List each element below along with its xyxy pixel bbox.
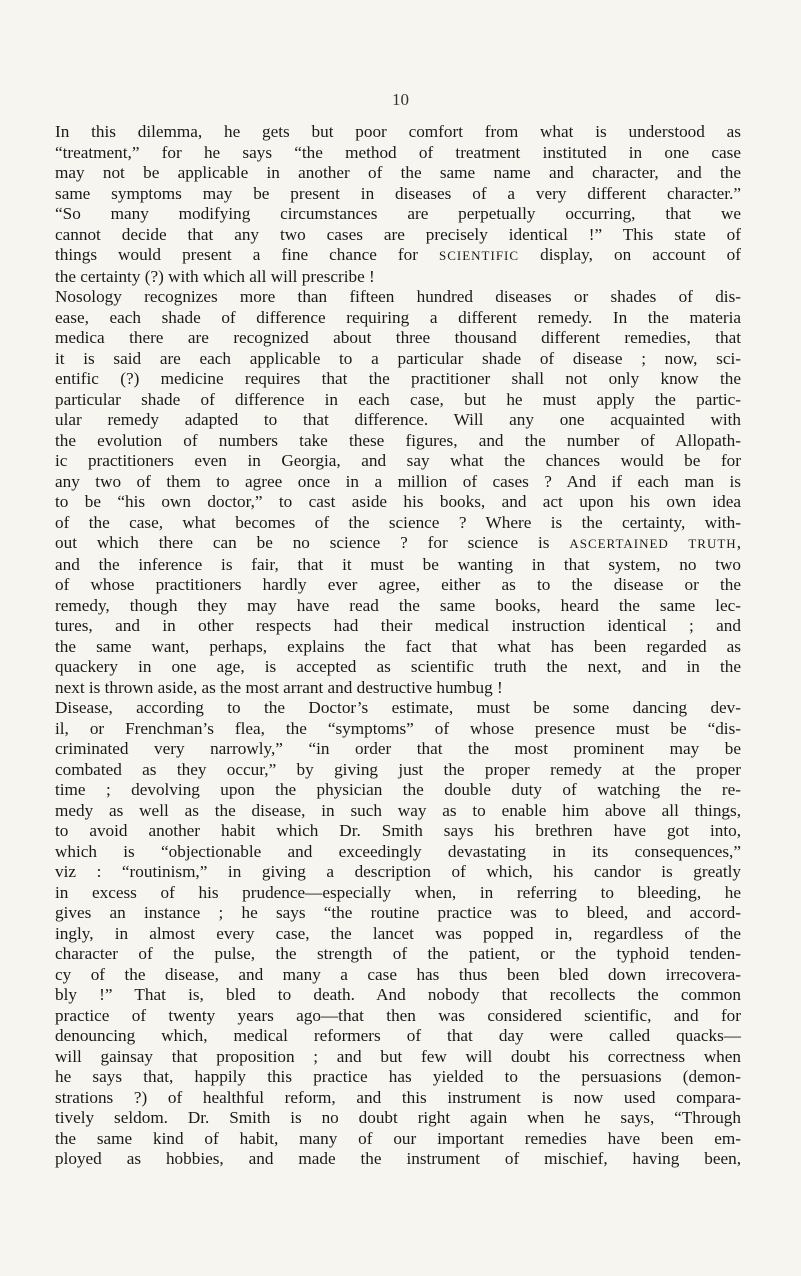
- text-line: medy as well as the disease, in such way as to enable him above all things,: [55, 800, 741, 820]
- text-line: practice of twenty years ago—that then was considered scientific, and for: [55, 1005, 741, 1025]
- text-line: things would present a fine chance for SCIENTIFIC display, on account of: [55, 245, 741, 264]
- text-line: and the inference is fair, that it must be wanting in that system, no two: [55, 554, 741, 574]
- text-line: ic practitioners even in Georgia, and say what the chances would be for: [55, 451, 741, 470]
- small-caps-text: SCIENTIFIC: [439, 248, 520, 263]
- text-line: next is thrown aside, as the most arrant and destructive humbug !: [55, 677, 503, 697]
- text-line: “treatment,” for he says “the method of treatment instituted in one case: [55, 142, 741, 162]
- text-line: medica there are recognized about three thousand different remedies, that: [55, 328, 741, 347]
- text-line: denouncing which, medical reformers of that day were called quacks—: [55, 1026, 741, 1045]
- text-line: out which there can be no science ? for science is ASCERTAINED TRUTH,: [55, 533, 741, 552]
- text-line: viz : “routinism,” in giving a description of which, his candor is greatly: [55, 862, 741, 881]
- page-number: 10: [392, 90, 409, 109]
- text-line: combated as they occur,” by giving just the proper remedy at the proper: [55, 759, 741, 779]
- text-line: character of the pulse, the strength of the patient, or the typhoid tenden-: [55, 944, 741, 963]
- text-line: the same want, perhaps, explains the fact that what has been regarded as: [55, 636, 741, 656]
- text-line: bly !” That is, bled to death. And nobody that recollects the common: [55, 985, 741, 1004]
- text-line: cy of the disease, and many a case has thus been bled down irrecovera-: [55, 964, 741, 984]
- text-line: to be “his own doctor,” to cast aside his books, and act upon his own idea: [55, 492, 741, 511]
- text-line: entific (?) medicine requires that the practitioner shall not only know the: [55, 369, 741, 388]
- text-line: which is “objectionable and exceedingly devastating in its consequences,”: [55, 841, 741, 861]
- text-line: same symptoms may be present in diseases of a very different character.”: [55, 183, 741, 203]
- text-line: In this dilemma, he gets but poor comfort from what is understood as: [55, 122, 741, 141]
- text-line: ployed as hobbies, and made the instrument of mischief, having been,: [55, 1149, 741, 1168]
- text-line: of whose practitioners hardly ever agree, either as to the disease or the: [55, 575, 741, 594]
- text-line: he says that, happily this practice has yielded to the persuasions (demon-: [55, 1067, 741, 1086]
- text-line: il, or Frenchman’s flea, the “symptoms” of whose presence must be “dis-: [55, 718, 741, 738]
- text-line: Disease, according to the Doctor’s estimate, must be some dancing dev-: [55, 698, 741, 717]
- text-line: will gainsay that proposition ; and but few will doubt his correctness when: [55, 1046, 741, 1066]
- text-line: remedy, though they may have read the same books, heard the same lec-: [55, 595, 741, 615]
- text-line: cannot decide that any two cases are precisely identical !” This state of: [55, 224, 741, 244]
- text-line: ease, each shade of difference requiring a different remedy. In the materia: [55, 307, 741, 327]
- text-line: ular remedy adapted to that difference. Will any one acquainted with: [55, 410, 741, 429]
- text-line: any two of them to agree once in a million of cases ? And if each man is: [55, 471, 741, 491]
- text-line: “So many modifying circumstances are perpetually occurring, that we: [55, 204, 741, 223]
- text-line: of the case, what becomes of the science ? Where is the certainty, with-: [55, 512, 741, 532]
- text-line: ingly, in almost every case, the lancet was popped in, regardless of the: [55, 923, 741, 943]
- text-line: the same kind of habit, many of our important remedies have been em-: [55, 1128, 741, 1148]
- text-line: gives an instance ; he says “the routine practice was to bleed, and accord-: [55, 903, 741, 922]
- text-line: tively seldom. Dr. Smith is no doubt right again when he says, “Through: [55, 1108, 741, 1127]
- text-line: strations ?) of healthful reform, and this instrument is now used compara-: [55, 1087, 741, 1107]
- text-line: criminated very narrowly,” “in order that the most prominent may be: [55, 739, 741, 758]
- text-line: in excess of his prudence—especially when, in referring to bleeding, he: [55, 882, 741, 902]
- text-line: particular shade of difference in each case, but he must apply the partic-: [55, 389, 741, 409]
- text-line: may not be applicable in another of the same name and character, and the: [55, 163, 741, 182]
- small-caps-text: ASCERTAINED TRUTH: [569, 536, 737, 551]
- text-line: Nosology recognizes more than fifteen hundred diseases or shades of dis-: [55, 287, 741, 306]
- text-line: tures, and in other respects had their medical instruction identical ; and: [55, 616, 741, 635]
- text-line: time ; devolving upon the physician the double duty of watching the re-: [55, 780, 741, 799]
- body-text: [55, 122, 741, 1170]
- text-line: the certainty (?) with which all will prescribe !: [55, 266, 375, 286]
- text-line: quackery in one age, is accepted as scientific truth the next, and in the: [55, 657, 741, 676]
- text-line: it is said are each applicable to a particular shade of disease ; now, sci-: [55, 348, 741, 368]
- text-line: to avoid another habit which Dr. Smith says his brethren have got into,: [55, 821, 741, 840]
- text-line: the evolution of numbers take these figures, and the number of Allopath-: [55, 430, 741, 450]
